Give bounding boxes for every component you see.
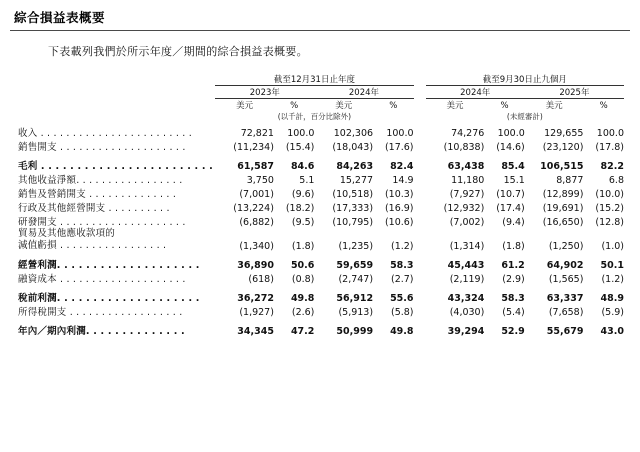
financial-summary-table — [18, 73, 624, 337]
row-percent-value: (10.6) — [384, 217, 414, 228]
row-label: 貿易及其他應收款項的 減值虧損 . . . . . . . . . . . . . . . . . — [18, 228, 167, 251]
table-row — [18, 200, 624, 214]
row-amount-value: (1,927) — [239, 306, 274, 318]
row-amount-value: (16,650) — [542, 217, 584, 228]
row-percent-value: 82.2 — [600, 161, 624, 172]
column-spacer — [414, 186, 426, 200]
row-label: 融資成本 . . . . . . . . . . . . . . . . . . . . — [18, 273, 186, 285]
row-percent-value: (18.2) — [285, 203, 315, 214]
row-amount-value: 45,443 — [447, 259, 485, 271]
row-percent-value: 84.6 — [290, 161, 315, 172]
row-percent-value: 100.0 — [497, 128, 525, 139]
header-unit-pct-4: % — [599, 101, 608, 111]
row-amount-value: 72,821 — [240, 128, 274, 139]
row-percent-value: 58.3 — [390, 259, 414, 271]
header-group-row — [18, 73, 624, 86]
row-percent-value: 55.6 — [390, 292, 414, 304]
table-row — [18, 271, 624, 285]
table-row — [18, 125, 624, 139]
header-unit-usd-3: 美元 — [446, 101, 464, 111]
table-row — [18, 323, 624, 337]
row-amount-value: 34,345 — [237, 325, 274, 337]
row-amount-value: 74,276 — [451, 128, 485, 139]
row-amount-value: (11,234) — [233, 142, 274, 153]
row-amount-value: (13,224) — [233, 203, 274, 214]
row-amount-value: (18,043) — [332, 142, 374, 153]
table-row — [18, 139, 624, 153]
table-row — [18, 158, 624, 172]
row-amount-value: (6,882) — [239, 217, 274, 228]
row-label: 年內／期內利潤. . . . . . . . . . . . . . — [18, 325, 185, 337]
table-body — [18, 122, 624, 337]
row-percent-value: 85.4 — [501, 161, 525, 172]
row-amount-value: (7,002) — [449, 217, 485, 228]
column-spacer — [414, 290, 426, 304]
row-amount-value: (1,250) — [548, 240, 584, 252]
header-unit-pct-3: % — [500, 101, 509, 111]
row-percent-value: 6.8 — [608, 175, 624, 186]
row-percent-value: 49.8 — [390, 325, 414, 337]
row-percent-value: (17.8) — [595, 142, 624, 153]
header-year-2024-interim: 2024年 — [426, 86, 525, 99]
row-amount-value: 43,324 — [447, 292, 485, 304]
column-spacer — [414, 172, 426, 186]
table-row — [18, 257, 624, 271]
row-amount-value: (17,333) — [332, 203, 374, 214]
column-spacer — [414, 125, 426, 139]
row-amount-value: 84,263 — [336, 161, 374, 172]
row-percent-value: (2.7) — [390, 273, 414, 285]
row-amount-value: (1,235) — [338, 240, 374, 252]
column-spacer — [414, 257, 426, 271]
row-amount-value: (1,565) — [548, 273, 584, 285]
row-amount-value: 8,877 — [556, 175, 584, 186]
row-amount-value: (12,899) — [542, 189, 584, 200]
row-percent-value: (14.6) — [496, 142, 525, 153]
row-amount-value: (10,518) — [332, 189, 374, 200]
row-amount-value: 63,337 — [546, 292, 584, 304]
row-percent-value: 15.1 — [503, 175, 525, 186]
header-note-row — [18, 111, 624, 122]
row-amount-value: (2,747) — [338, 273, 374, 285]
intro-paragraph: 下表載列我們於所示年度／期間的綜合損益表概要。 — [48, 45, 308, 58]
row-amount-value: (7,658) — [548, 306, 584, 318]
row-amount-value: (23,120) — [542, 142, 584, 153]
row-amount-value: 36,890 — [237, 259, 274, 271]
table-header — [18, 73, 624, 122]
table-row — [18, 228, 624, 252]
row-label: 稅前利潤. . . . . . . . . . . . . . . . . . . . — [18, 292, 200, 304]
row-amount-value: (10,795) — [332, 217, 374, 228]
row-amount-value: 106,515 — [540, 161, 584, 172]
row-amount-value: 61,587 — [237, 161, 274, 172]
row-percent-value: 50.6 — [290, 259, 315, 271]
row-amount-value: 55,679 — [546, 325, 584, 337]
row-label: 所得稅開支 . . . . . . . . . . . . . . . . . . — [18, 306, 183, 318]
row-label: 行政及其他經營開支 . . . . . . . . . . — [18, 203, 170, 214]
page-title: 綜合損益表概要 — [14, 10, 106, 25]
header-group-right: 截至9月30日止九個月 — [426, 73, 624, 86]
header-group-left: 截至12月31日止年度 — [215, 73, 413, 86]
row-amount-value: 50,999 — [336, 325, 374, 337]
table-row — [18, 290, 624, 304]
row-label: 研發開支 . . . . . . . . . . . . . . . . . . . . — [18, 217, 186, 228]
row-amount-value: (5,913) — [338, 306, 374, 318]
row-percent-value: 14.9 — [392, 175, 414, 186]
column-spacer — [414, 158, 426, 172]
row-label: 銷售開支 . . . . . . . . . . . . . . . . . . . . — [18, 142, 186, 153]
row-amount-value: 102,306 — [333, 128, 374, 139]
row-percent-value: 43.0 — [600, 325, 624, 337]
row-percent-value: (1.0) — [601, 240, 624, 252]
row-percent-value: (2.9) — [502, 273, 525, 285]
row-percent-value: 48.9 — [600, 292, 624, 304]
column-spacer — [414, 139, 426, 153]
row-percent-value: 52.9 — [501, 325, 525, 337]
row-amount-value: (7,927) — [449, 189, 485, 200]
row-percent-value: (12.8) — [595, 217, 624, 228]
header-year-row — [18, 86, 624, 99]
row-amount-value: 36,272 — [237, 292, 274, 304]
row-percent-value: 50.1 — [600, 259, 624, 271]
row-percent-value: (9.4) — [502, 217, 525, 228]
column-spacer — [414, 304, 426, 318]
row-amount-value: 11,180 — [451, 175, 485, 186]
row-amount-value: (618) — [248, 273, 274, 285]
row-percent-value: (5.9) — [601, 306, 624, 318]
row-amount-value: (2,119) — [449, 273, 485, 285]
row-amount-value: 15,277 — [339, 175, 374, 186]
row-percent-value: (2.6) — [291, 306, 315, 318]
row-label: 收入 . . . . . . . . . . . . . . . . . . . . . . . . — [18, 128, 192, 139]
row-percent-value: 5.1 — [299, 175, 315, 186]
column-spacer — [414, 271, 426, 285]
header-year-2024: 2024年 — [314, 86, 413, 99]
header-unit-pct-2: % — [389, 101, 398, 111]
header-year-2025-interim: 2025年 — [525, 86, 624, 99]
row-amount-value: 129,655 — [544, 128, 584, 139]
table-row — [18, 214, 624, 228]
row-amount-value: 56,912 — [336, 292, 374, 304]
row-percent-value: 61.2 — [501, 259, 525, 271]
header-year-2023: 2023年 — [215, 86, 314, 99]
row-percent-value: (15.4) — [285, 142, 315, 153]
row-percent-value: (16.9) — [384, 203, 414, 214]
row-percent-value: 47.2 — [290, 325, 315, 337]
table-row — [18, 304, 624, 318]
row-amount-value: 3,750 — [246, 175, 274, 186]
row-percent-value: 82.4 — [390, 161, 414, 172]
row-percent-value: (0.8) — [291, 273, 315, 285]
row-percent-value: (1.8) — [291, 240, 315, 252]
row-label: 銷售及營銷開支 . . . . . . . . . . . . . . — [18, 189, 177, 200]
row-percent-value: 100.0 — [386, 128, 414, 139]
header-unit-pct-1: % — [290, 101, 299, 111]
row-label: 毛利 . . . . . . . . . . . . . . . . . . . . . . . . — [18, 161, 213, 172]
header-unit-usd-4: 美元 — [545, 101, 563, 111]
row-amount-value: (19,691) — [542, 203, 584, 214]
row-amount-value: (12,932) — [443, 203, 485, 214]
row-percent-value: (5.4) — [502, 306, 525, 318]
row-percent-value: 58.3 — [501, 292, 525, 304]
row-amount-value: 39,294 — [447, 325, 485, 337]
row-amount-value: (10,838) — [443, 142, 485, 153]
row-amount-value: 64,902 — [546, 259, 584, 271]
row-amount-value: (1,314) — [449, 240, 485, 252]
header-unit-row — [18, 99, 624, 112]
row-percent-value: (1.2) — [390, 240, 414, 252]
row-label: 其他收益淨額. . . . . . . . . . . . . . . . . — [18, 175, 183, 186]
row-percent-value: (10.7) — [496, 189, 525, 200]
header-unit-usd-1: 美元 — [236, 101, 254, 111]
row-percent-value: (9.5) — [291, 217, 315, 228]
header-note-left: (以千計，百分比除外) — [277, 112, 352, 121]
row-percent-value: 100.0 — [287, 128, 315, 139]
column-spacer — [414, 214, 426, 228]
row-label: 經營利潤. . . . . . . . . . . . . . . . . . . . — [18, 259, 200, 271]
header-note-right: (未經審計) — [506, 112, 543, 121]
row-percent-value: (17.6) — [384, 142, 414, 153]
row-percent-value: (5.8) — [390, 306, 414, 318]
row-percent-value: (10.0) — [595, 189, 624, 200]
row-amount-value: (7,001) — [239, 189, 274, 200]
row-percent-value: 100.0 — [596, 128, 624, 139]
row-amount-value: (4,030) — [449, 306, 485, 318]
row-percent-value: (17.4) — [496, 203, 525, 214]
column-spacer — [414, 323, 426, 337]
row-percent-value: (1.2) — [601, 273, 624, 285]
row-percent-value: (9.6) — [291, 189, 315, 200]
row-percent-value: (1.8) — [502, 240, 525, 252]
row-amount-value: 63,438 — [447, 161, 485, 172]
row-percent-value: (10.3) — [384, 189, 414, 200]
table-row — [18, 186, 624, 200]
row-amount-value: 59,659 — [336, 259, 374, 271]
column-spacer — [414, 228, 426, 252]
header-unit-usd-2: 美元 — [335, 101, 353, 111]
row-percent-value: 49.8 — [290, 292, 315, 304]
row-percent-value: (15.2) — [595, 203, 624, 214]
table-row — [18, 172, 624, 186]
row-amount-value: (1,340) — [239, 240, 274, 252]
column-spacer — [414, 200, 426, 214]
